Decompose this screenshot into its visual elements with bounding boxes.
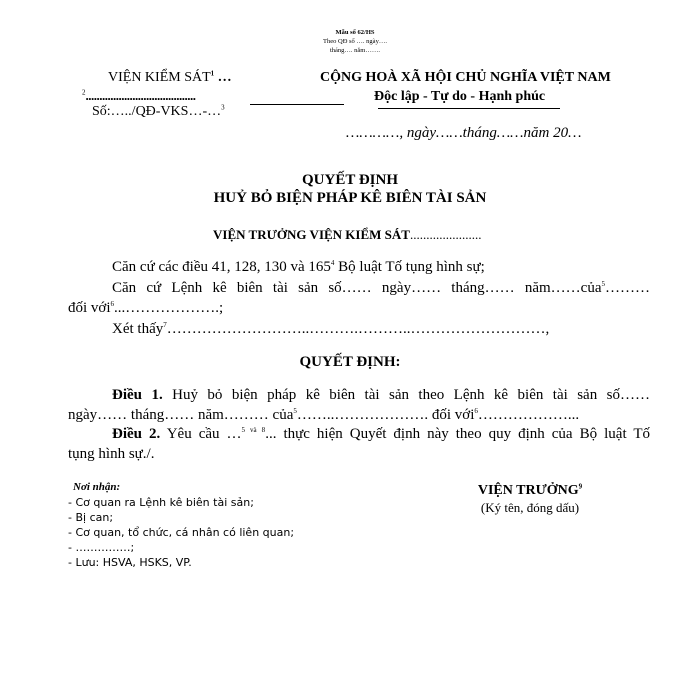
form-reference [290, 28, 420, 55]
article-2-line-1: Điều 2. Yêu cầu …$^{5 và 8}$... thực hiện Quyết định này theo quy định của Bộ luật Tố [112, 426, 651, 442]
agency-name: VIỆN KIỂM SÁT$^1$ … [108, 69, 232, 85]
article-2-line-2: tụng hình sự./. [68, 446, 155, 462]
form-ref-line2: tháng…. năm……. [329, 47, 380, 54]
nation-name: CỘNG HOÀ XÃ HỘI CHỦ NGHĨA VIỆT NAM [320, 70, 611, 85]
recipient-item: - Cơ quan ra Lệnh kê biên tài sản; [68, 496, 254, 509]
decision-heading: QUYẾT ĐỊNH: [299, 354, 401, 370]
basis-line-3: đối với$^6$...……………….; [68, 300, 224, 316]
recipient-item: - Lưu: HSVA, HSKS, VP. [68, 556, 192, 569]
recipient-item: - Bị can; [68, 511, 114, 524]
national-motto: Độc lập - Tự do - Hạnh phúc [374, 89, 546, 104]
document-number: Số:…../QĐ-VKS…-…$^3$ [92, 103, 225, 119]
basis-line-4: Xét thấy$^7$………………………..……….………..………………………, [112, 321, 550, 337]
header-underline-left [250, 104, 344, 105]
motto-underline [378, 108, 560, 109]
document-title: QUYẾT ĐỊNH [302, 172, 398, 188]
form-ref-line1: Theo QĐ số …. ngày…. [323, 38, 387, 45]
recipients-block [68, 480, 294, 570]
document-subtitle: HUỶ BỎ BIỆN PHÁP KÊ BIÊN TÀI SẢN [213, 190, 487, 206]
signature-title: VIỆN TRƯỞNG$^9$ [477, 482, 583, 498]
basis-line-2: Căn cứ Lệnh kê biên tài sản số…… ngày…… tháng…… năm……của$^5$……… [112, 280, 650, 296]
recipient-item: - ……………; [68, 541, 135, 554]
recipient-item: - Cơ quan, tổ chức, cá nhân có liên quan; [68, 526, 295, 539]
article-1-line-2: ngày…… tháng…… năm……… của$^5$……..………………. đối với$^6$………………... [68, 407, 580, 423]
authority-line: VIỆN TRƯỞNG VIỆN KIỂM SÁT...................... [213, 227, 482, 242]
article-1-line-1: Điều 1. Huỷ bỏ biện pháp kê biên tài sản theo Lệnh kê biên tài sản số…… [112, 387, 650, 403]
basis-line-1: Căn cứ các điều 41, 128, 130 và $165^4$ Bộ luật Tố tụng hình sự; [112, 259, 485, 275]
date-line: …………, ngày……tháng……năm 20… [346, 125, 582, 141]
signature-note: (Ký tên, đóng dấu) [480, 500, 580, 515]
form-number: Mẫu số 62/HS [335, 29, 375, 36]
recipients-heading: Nơi nhận: [73, 481, 121, 493]
agency-sub-line: $^2$........................................ [82, 88, 196, 103]
